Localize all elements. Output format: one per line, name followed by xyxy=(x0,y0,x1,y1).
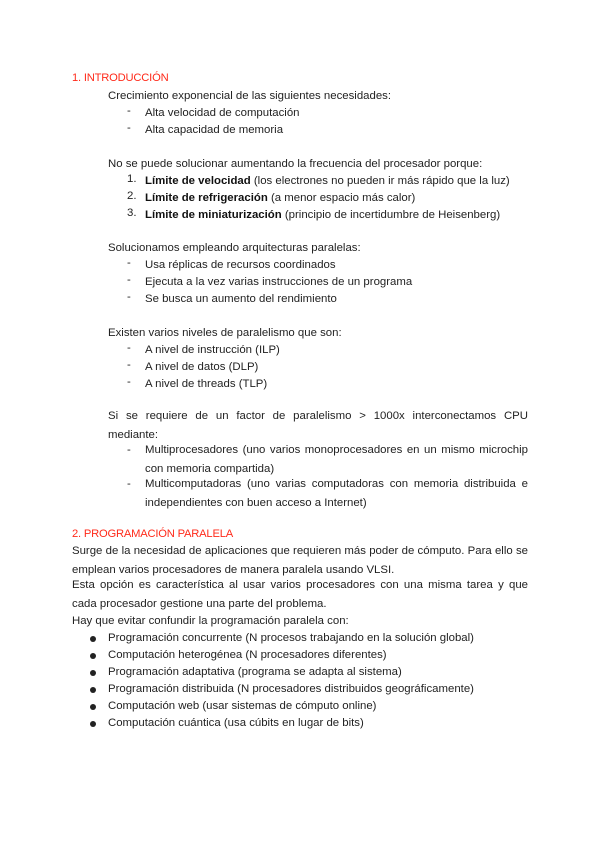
dash-marker: - xyxy=(127,257,131,269)
paragraph: No se puede solucionar aumentando la frecuencia del procesador porque: xyxy=(108,158,483,170)
list-item: Se busca un aumento del rendimiento xyxy=(145,293,337,305)
list-item: Alta velocidad de computación xyxy=(145,107,300,119)
list-item-continuation: con memoria compartida) xyxy=(145,463,275,475)
bullet-dot xyxy=(90,704,96,710)
list-item: Ejecuta a la vez varias instrucciones de un programa xyxy=(145,276,413,288)
list-item-continuation: independientes con buen acceso a Internet) xyxy=(145,497,367,509)
bullet-dot xyxy=(90,653,96,659)
bullet-dot xyxy=(90,687,96,693)
list-item: A nivel de instrucción (ILP) xyxy=(145,344,280,356)
bullet-dot xyxy=(90,670,96,676)
list-item: Límite de miniaturización (principio de incertidumbre de Heisenberg) xyxy=(145,209,501,221)
list-item: Límite de velocidad (los electrones no pueden ir más rápido que la luz) xyxy=(145,175,510,187)
dash-marker: - xyxy=(127,359,131,371)
list-item: Alta capacidad de memoria xyxy=(145,124,284,136)
bullet-item: Programación adaptativa (programa se adapta al sistema) xyxy=(108,666,402,678)
paragraph-line: Esta opción es característica al usar varios procesadores con una misma tarea y que xyxy=(72,579,528,591)
dash-marker: - xyxy=(127,376,131,388)
paragraph: Solucionamos empleando arquitecturas paralelas: xyxy=(108,242,361,254)
list-item: A nivel de threads (TLP) xyxy=(145,378,268,390)
paragraph: Existen varios niveles de paralelismo que son: xyxy=(108,327,342,339)
bullet-dot xyxy=(90,721,96,727)
paragraph-line: Surge de la necesidad de aplicaciones que requieren más poder de cómputo. Para ello se xyxy=(72,545,528,557)
list-item: Límite de refrigeración (a menor espacio más calor) xyxy=(145,192,416,204)
paragraph: Crecimiento exponencial de las siguientes necesidades: xyxy=(108,90,392,102)
section-1-heading: 1. INTRODUCCIÓN xyxy=(72,72,169,84)
dash-marker: - xyxy=(127,478,131,490)
dash-marker: - xyxy=(127,291,131,303)
list-item: Usa réplicas de recursos coordinados xyxy=(145,259,336,271)
list-number: 2. xyxy=(127,190,137,202)
bullet-dot xyxy=(90,636,96,642)
dash-marker: - xyxy=(127,105,131,117)
dash-marker: - xyxy=(127,122,131,134)
bullet-item: Programación concurrente (N procesos trabajando en la solución global) xyxy=(108,632,474,644)
bullet-item: Computación heterogénea (N procesadores diferentes) xyxy=(108,649,387,661)
list-number: 1. xyxy=(127,173,137,185)
list-item: Multicomputadoras (uno varias computadoras con memoria distribuida e xyxy=(145,478,528,490)
paragraph-line: Hay que evitar confundir la programación paralela con: xyxy=(72,615,349,627)
paragraph-line: cada procesador gestione una parte del problema. xyxy=(72,598,327,610)
bullet-item: Computación cuántica (usa cúbits en lugar de bits) xyxy=(108,717,364,729)
list-item: Multiprocesadores (uno varios monoprocesadores en un mismo microchip xyxy=(145,444,528,456)
section-2-heading: 2. PROGRAMACIÓN PARALELA xyxy=(72,528,233,540)
list-number: 3. xyxy=(127,207,137,219)
list-item: A nivel de datos (DLP) xyxy=(145,361,259,373)
paragraph-line: mediante: xyxy=(108,429,159,441)
dash-marker: - xyxy=(127,342,131,354)
bullet-item: Computación web (usar sistemas de cómputo online) xyxy=(108,700,377,712)
dash-marker: - xyxy=(127,274,131,286)
bullet-item: Programación distribuida (N procesadores distribuidos geográficamente) xyxy=(108,683,474,695)
paragraph-line: emplean varios procesadores de manera paralela usando VLSI. xyxy=(72,564,395,576)
paragraph-line: Si se requiere de un factor de paralelismo > 1000x interconectamos CPU xyxy=(108,410,528,422)
dash-marker: - xyxy=(127,444,131,456)
